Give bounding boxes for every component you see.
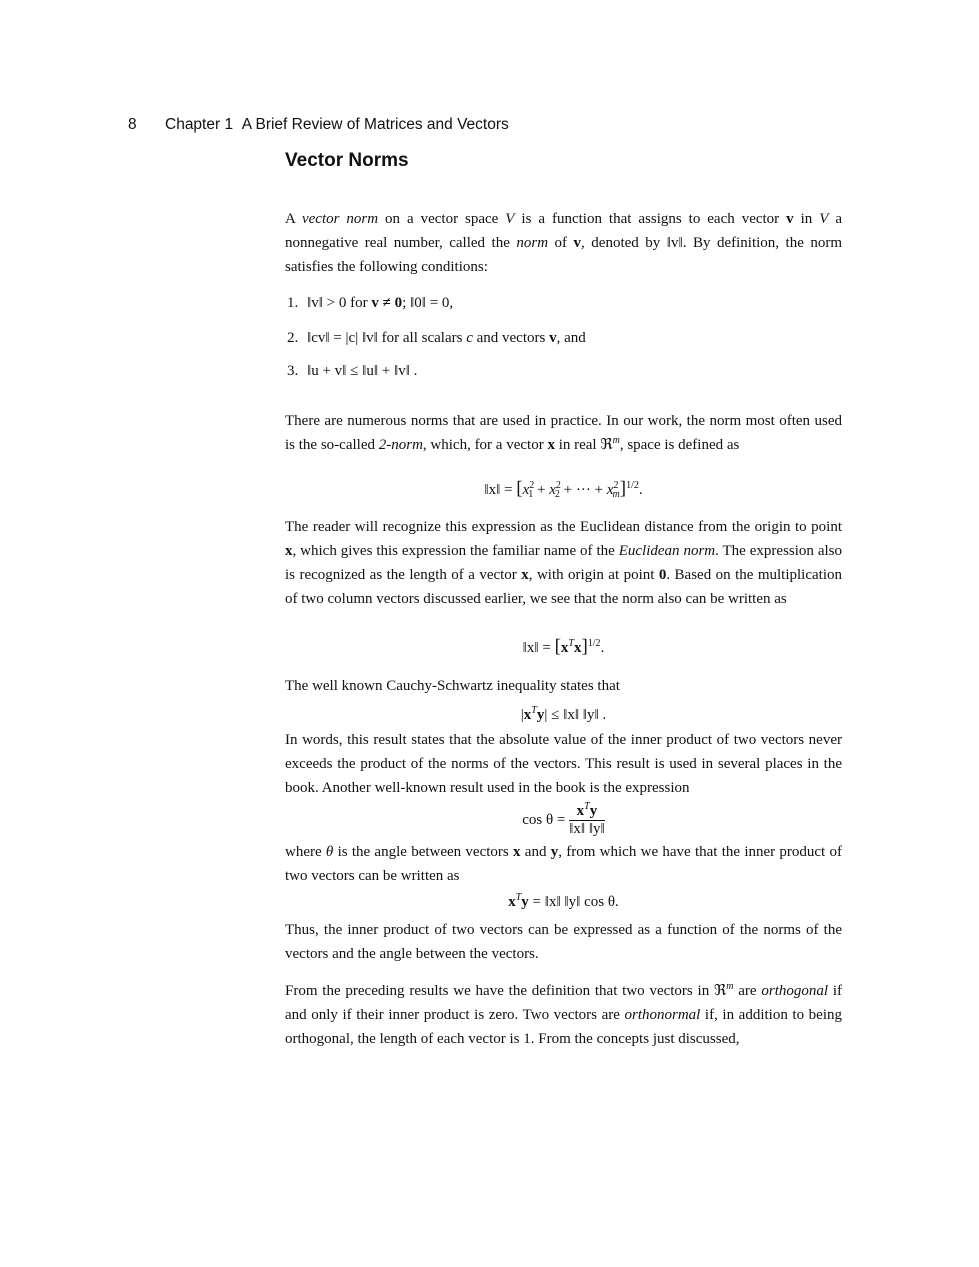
paragraph-angle: where θ is the angle between vectors x and y, from which we have that the inner product of two vectors can be written as	[285, 844, 842, 884]
equation-2norm: ‖x‖ = [$x^2_1 + x^2_2$ + ··· + $x^2_m]^{1/2}$.	[484, 478, 643, 500]
page-number: 8	[128, 116, 137, 133]
paragraph-2norm: There are numerous norms that are used in practice. In our work, the norm most often used is the so-called 2-norm, which, for a vector x in real ℜ$^m$, space is defined as	[285, 413, 842, 453]
equation-xtx: ‖x‖ = $[x^Tx]^{1/2}$.	[522, 636, 605, 657]
equation-cosine: cos θ = $\frac{x^Ty}{‖x‖ ‖y‖}$	[522, 801, 605, 838]
list-item-3: 3. ‖u + v‖ ≤ ‖u‖ + ‖v‖ .	[287, 363, 418, 379]
list-item-2: 2. ‖cv‖ = |c| ‖v‖ for all scalars c and vectors v, and	[287, 330, 586, 346]
equation-cauchy-schwartz: $|x^Ty|$ ≤ ‖x‖ ‖y‖ .	[520, 705, 607, 723]
chapter-title: A Brief Review of Matrices and Vectors	[241, 116, 509, 133]
paragraph-cauchy: The well known Cauchy-Schwartz inequality states that	[285, 678, 620, 694]
paragraph-definition: A vector norm on a vector space V is a function that assigns to each vector v in V a nonnegative real number, called the norm of v, denoted by ‖v‖. By definition, the norm satisfies the following conditions:	[285, 211, 843, 275]
section-title: Vector Norms	[285, 150, 409, 171]
equation-inner-product: $x^Ty$ = ‖x‖ ‖y‖ cos θ.	[508, 892, 619, 910]
paragraph-euclidean: The reader will recognize this expression as the Euclidean distance from the origin to point x, which gives this expression the familiar name of the Euclidean norm. The expression also is recognized as the length of a vector x, with origin at point 0. Based on the multiplication of two column vectors discussed earlier, we see that the norm also can be written as	[285, 519, 843, 607]
paragraph-orthogonal: From the preceding results we have the definition that two vectors in ℜ$^m$ are orthogonal if and only if their inner product is zero. Two vectors are orthonormal if, in addition to being orthogonal, the length of each vector is 1. From the concepts just discussed,	[285, 981, 843, 1047]
running-head	[128, 116, 509, 134]
paragraph-thus: Thus, the inner product of two vectors can be expressed as a function of the norms of the vectors and the angle between the vectors.	[285, 922, 842, 962]
chapter-label: Chapter 1	[165, 116, 234, 133]
paragraph-in-words: In words, this result states that the absolute value of the inner product of two vectors never exceeds the product of the norms of the vectors. This result is used in several places in the book. Another well-known result used in the book is the expression	[285, 732, 842, 796]
list-item-1: 1. ‖v‖ > 0 for v ≠ 0; ‖0‖ = 0,	[287, 295, 454, 311]
